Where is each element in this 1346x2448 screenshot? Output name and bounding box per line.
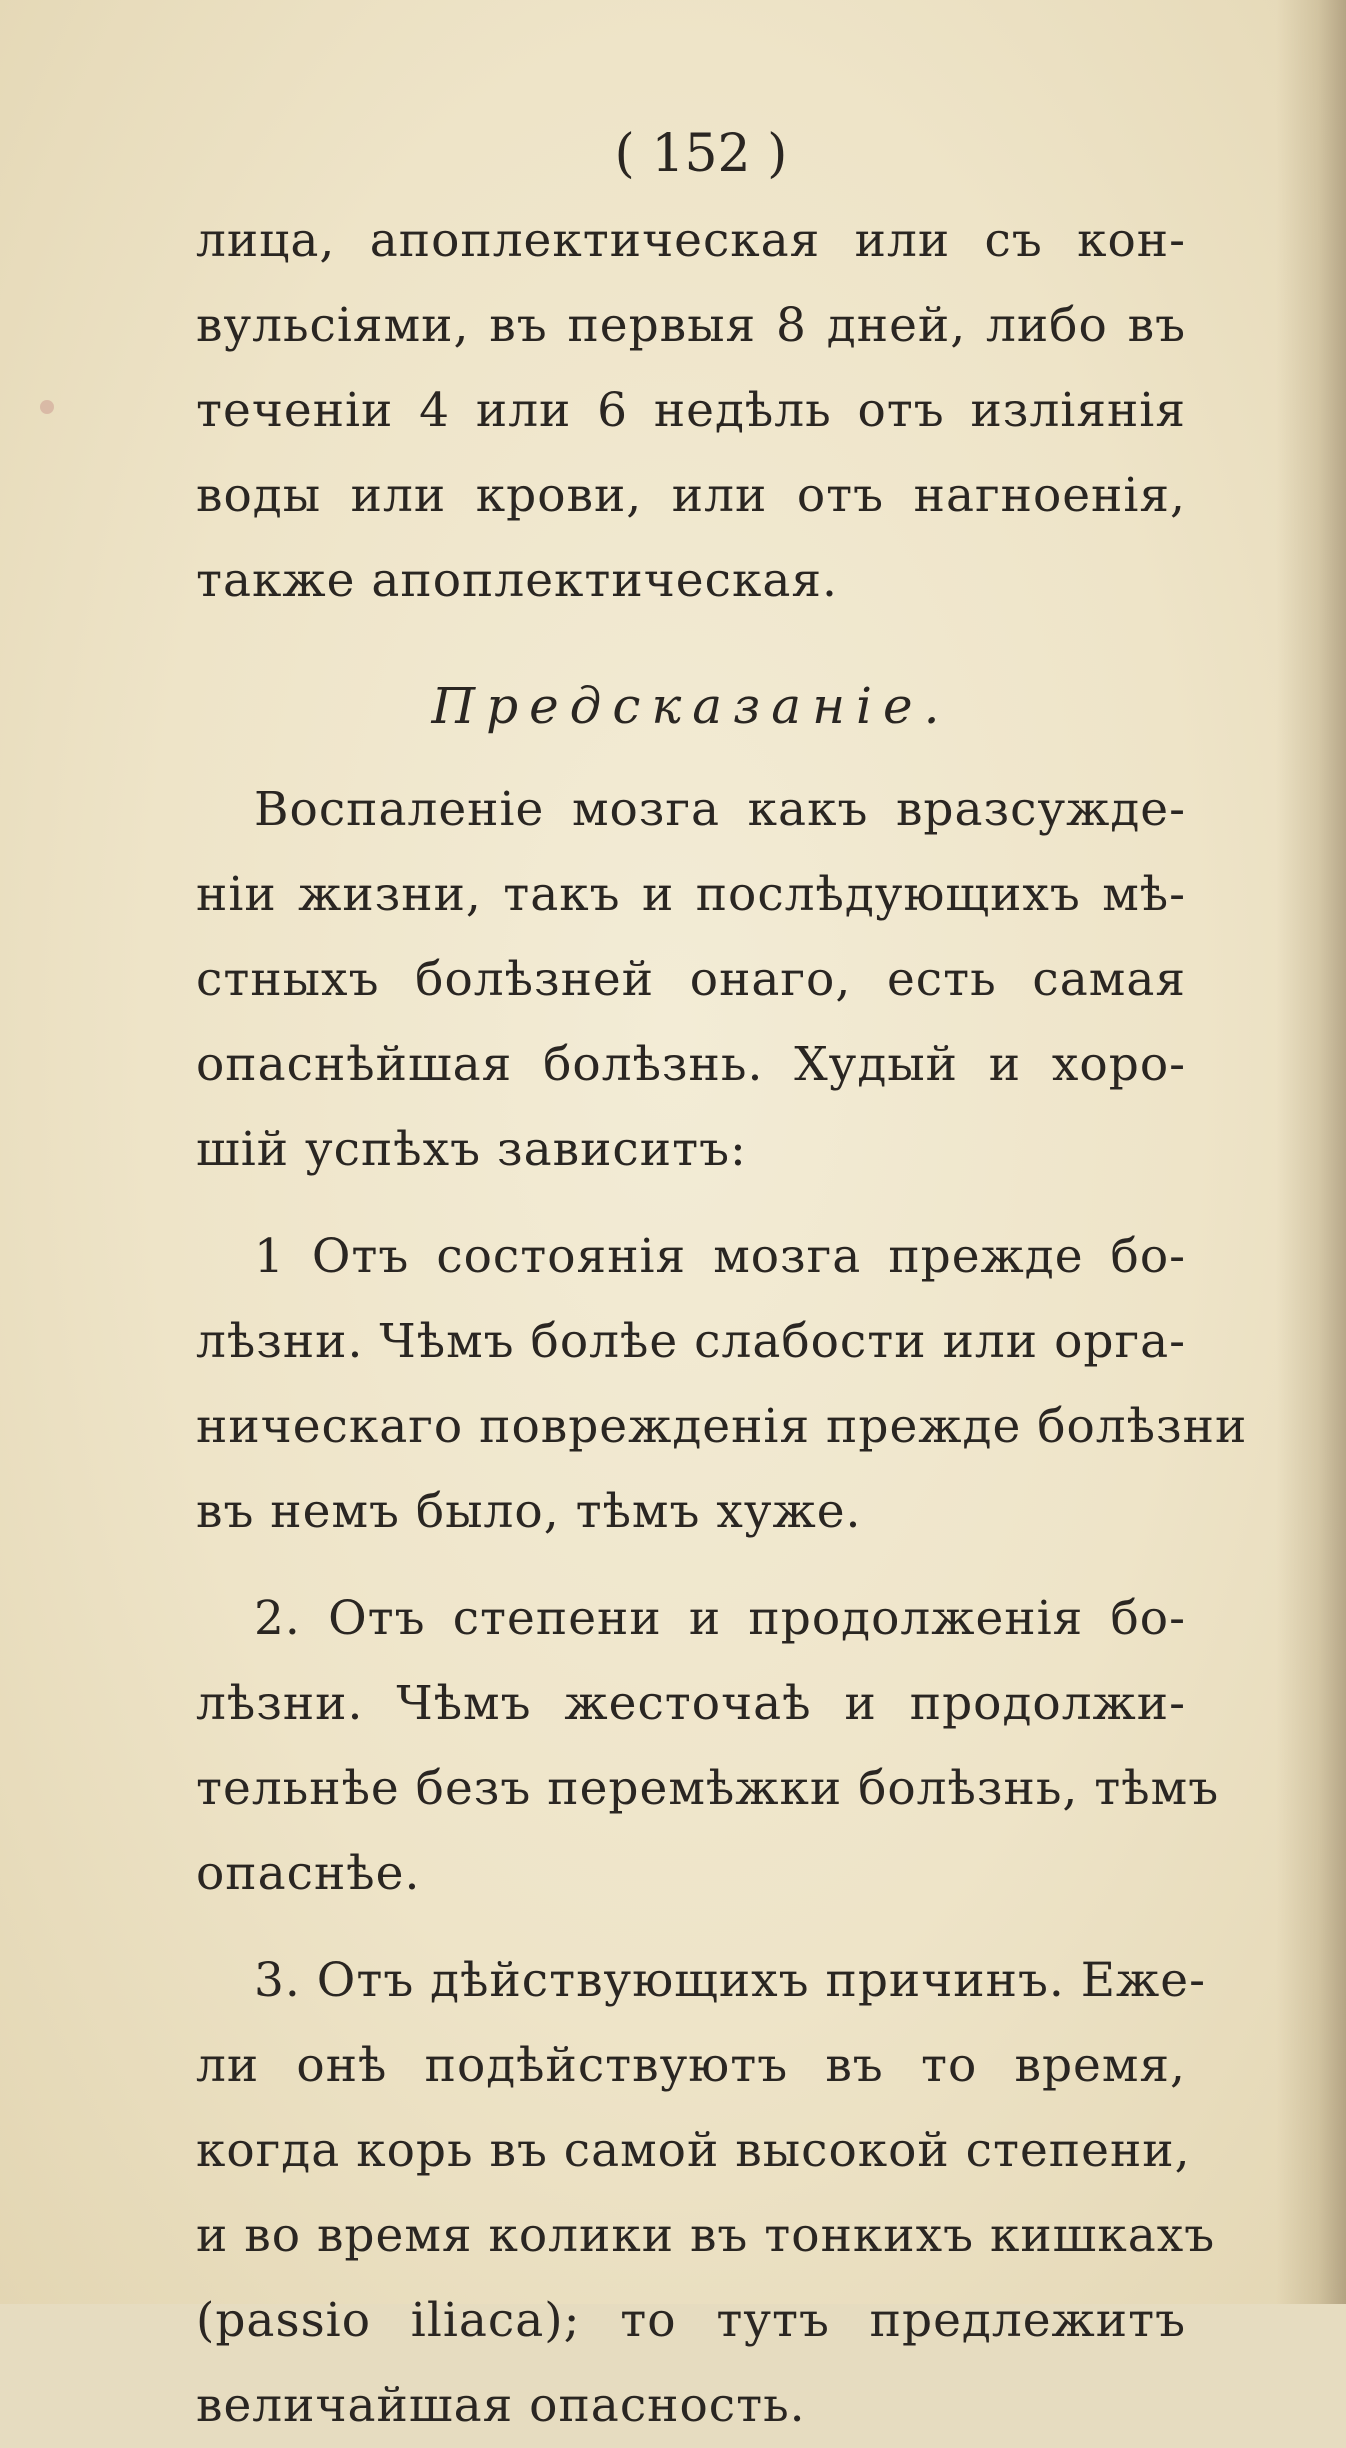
text-line: вульсіями, въ первыя 8 дней, либо въ — [196, 298, 1186, 353]
text-line: величайшая опасность. — [196, 2378, 806, 2433]
list-item-2 — [196, 1576, 1220, 1916]
text-line: лѣзни. Чѣмъ болѣе слабости или орга- — [196, 1314, 1186, 1369]
text-line: ническаго поврежденія прежде болѣзни — [196, 1399, 1248, 1454]
text-line: также апоплектическая. — [196, 553, 838, 608]
ink-smudge — [40, 400, 54, 414]
text-line: тельнѣе безъ перемѣжки болѣзнь, тѣмъ — [196, 1761, 1220, 1816]
section-heading: Предсказаніе. — [431, 677, 951, 735]
paragraph-2 — [196, 767, 1186, 1192]
text-line: лица, апоплектическая или съ кон- — [196, 213, 1186, 268]
text-line: воды или крови, или отъ нагноенія, — [196, 468, 1186, 523]
text-line: ли онѣ подѣйствуютъ въ то время, — [196, 2038, 1186, 2093]
text-line: теченіи 4 или 6 недѣль отъ изліянія — [196, 383, 1186, 438]
list-item-1 — [196, 1214, 1248, 1554]
text-line: когда корь въ самой высокой степени, — [196, 2123, 1191, 2178]
page-number: ( 152 ) — [614, 124, 788, 184]
text-line: въ немъ было, тѣмъ хуже. — [196, 1484, 862, 1539]
text-line: стныхъ болѣзней онаго, есть самая — [196, 952, 1186, 1007]
text-line: 2. Отъ степени и продолженія бо- — [254, 1591, 1186, 1646]
text-line: (passio iliaca); то тутъ предлежитъ — [196, 2293, 1186, 2348]
page-text — [196, 110, 1248, 2448]
text-line: опаснѣе. — [196, 1846, 421, 1901]
text-line: Воспаленіе мозга какъ вразсужде- — [254, 782, 1186, 837]
text-line: 1 Отъ состоянія мозга прежде бо- — [254, 1229, 1186, 1284]
text-line: лѣзни. Чѣмъ жесточаѣ и продолжи- — [196, 1676, 1186, 1731]
text-line: опаснѣйшая болѣзнь. Худый и хоро- — [196, 1037, 1186, 1092]
binding-edge-shadow — [1276, 0, 1346, 2304]
list-item-3 — [196, 1938, 1216, 2448]
paragraph-1 — [196, 198, 1186, 623]
text-line: 3. Отъ дѣйствующихъ причинъ. Еже- — [254, 1953, 1206, 2008]
text-line: ніи жизни, такъ и послѣдующихъ мѣ- — [196, 867, 1186, 922]
text-line: шій успѣхъ зависитъ: — [196, 1122, 747, 1177]
text-line: и во время колики въ тонкихъ кишкахъ — [196, 2208, 1216, 2263]
